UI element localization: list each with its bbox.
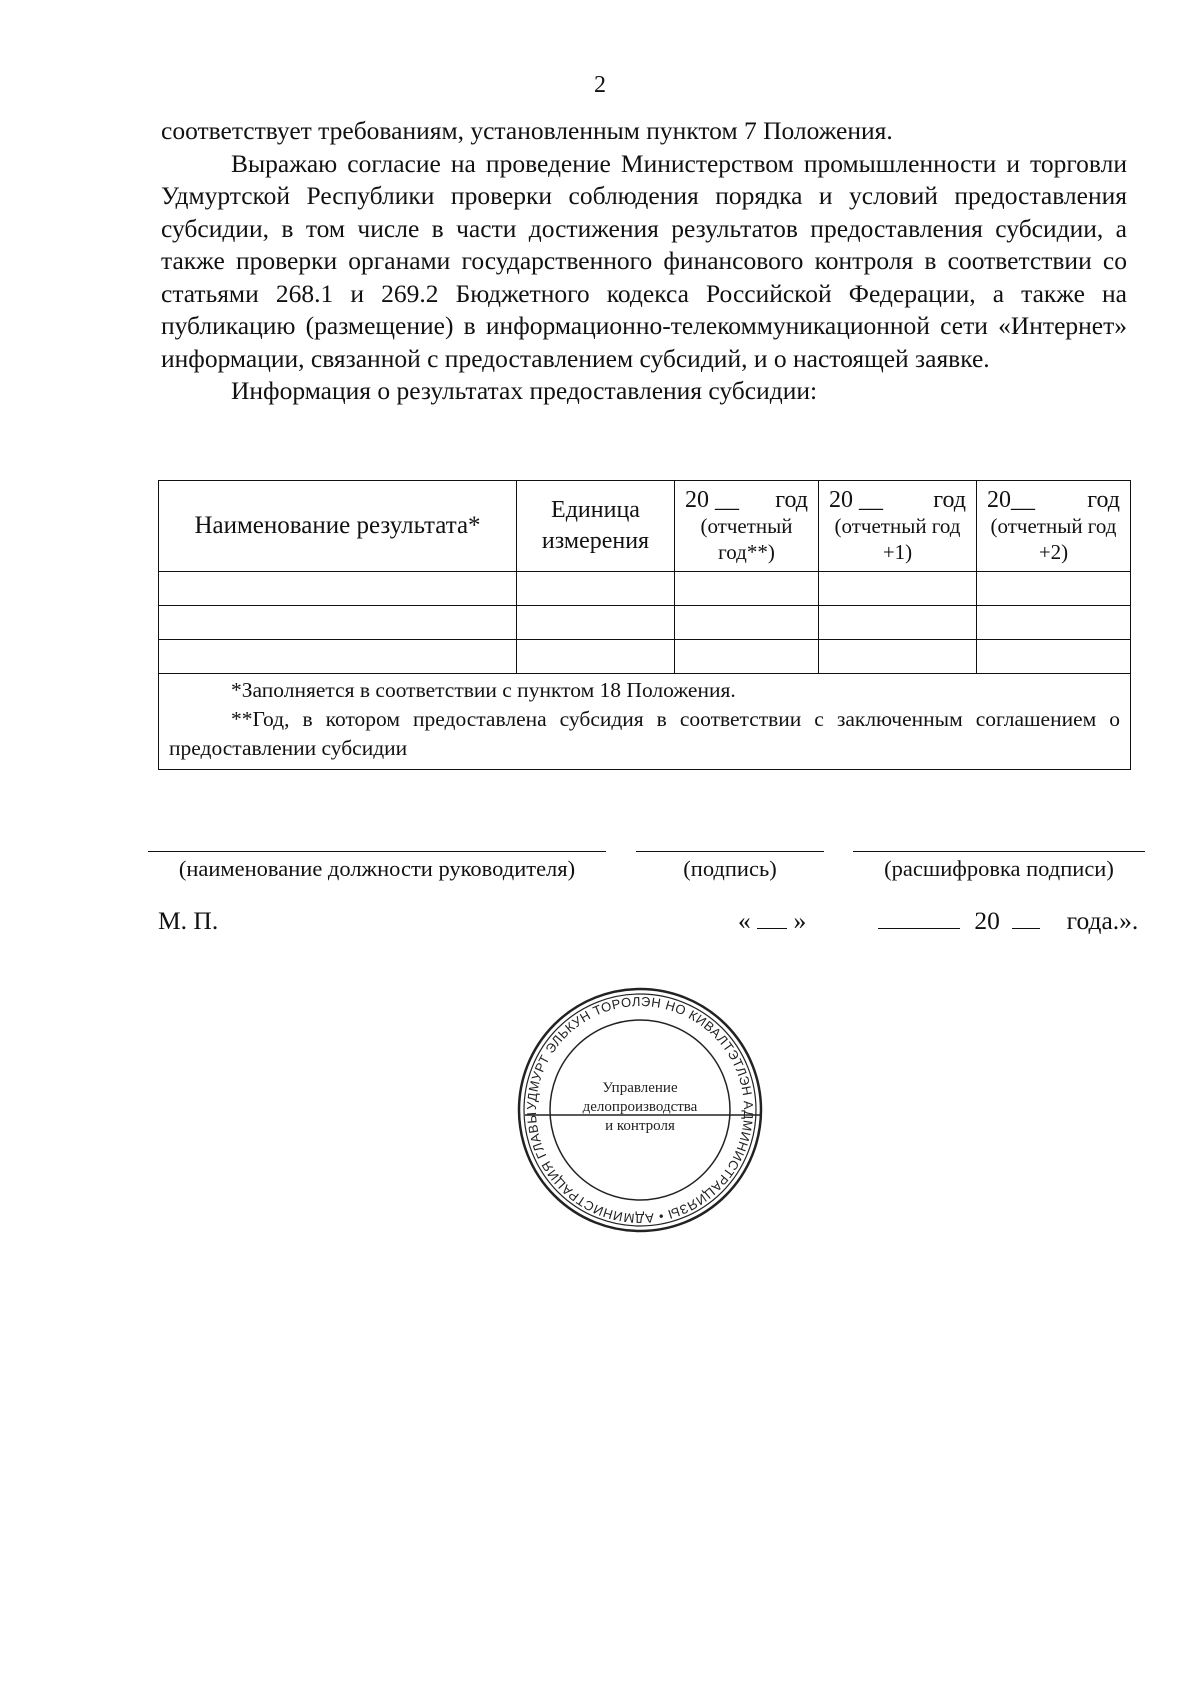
table-cell[interactable] bbox=[159, 640, 517, 674]
table-cell[interactable] bbox=[977, 606, 1131, 640]
paragraph-consent: Выражаю согласие на проведение Министерством промышленности и торговли Удмуртской Республики проверки соблюдения порядка и условий предоставления субсидии, в том числе в части достижения результатов предоставления субсидии, а также проверки органами государственного финансового контроля в соответствии со статьями 268.1 и 269.2 Бюджетного кодекса Российской Федерации, а также на публикацию (размещение) в информационно-телекоммуникационной сети «Интернет» информации, связанной с предоставлением субсидий, и о настоящей заявке. bbox=[161, 148, 1127, 373]
signature-label: (подпись) bbox=[683, 856, 777, 881]
table-cell[interactable] bbox=[675, 572, 819, 606]
note-result: *Заполняется в соответствии с пунктом 18 Положения. bbox=[231, 678, 736, 702]
date-day: « » bbox=[738, 906, 807, 935]
paragraph-results-info: Информация о результатах предоставления субсидии: bbox=[231, 376, 818, 405]
table-cell[interactable] bbox=[977, 640, 1131, 674]
table-header-row bbox=[159, 481, 1131, 572]
table-cell[interactable] bbox=[517, 606, 675, 640]
svg-text:и контроля: и контроля bbox=[605, 1118, 675, 1134]
date-year: 20 года.». bbox=[878, 906, 1138, 936]
table-row bbox=[159, 640, 1131, 674]
svg-text:УДМУРТ ЭЛЬКУН ТОРОЛЭН НО КИВАЛ: УДМУРТ ЭЛЬКУН ТОРОЛЭН НО КИВАЛТЭТЛЭН АДМИНИСТРАЦИЯЗЫ • АДМИНИСТРАЦИЯ ГЛАВЫ bbox=[523, 993, 757, 1227]
header-year-plus-1: 20 __ год (отчетный год +1) bbox=[819, 481, 977, 572]
decoding-line bbox=[853, 851, 1145, 852]
header-result-name: Наименование результата* bbox=[159, 481, 517, 572]
paragraph-continuation: соответствует требованиям, установленным пунктом 7 Положения. bbox=[161, 116, 893, 145]
table-cell[interactable] bbox=[159, 572, 517, 606]
header-year-plus-2: 20__ год (отчетный год +2) bbox=[977, 481, 1131, 572]
table-cell[interactable] bbox=[517, 572, 675, 606]
month-blank[interactable] bbox=[878, 907, 960, 929]
header-unit: Единица измерения bbox=[517, 481, 675, 572]
position-line bbox=[148, 851, 606, 852]
table-notes-row bbox=[159, 674, 1131, 770]
body-text bbox=[161, 115, 1127, 408]
table-notes bbox=[159, 674, 1131, 770]
seal-place-mark: М. П. bbox=[158, 906, 219, 935]
svg-text:Управление: Управление bbox=[602, 1080, 678, 1096]
position-label: (наименование должности руководителя) bbox=[178, 856, 576, 881]
signature-line bbox=[636, 851, 824, 852]
table-cell[interactable] bbox=[675, 640, 819, 674]
table-cell[interactable] bbox=[517, 640, 675, 674]
table-cell[interactable] bbox=[819, 606, 977, 640]
stamp-seal-icon bbox=[515, 985, 765, 1235]
year-blank[interactable] bbox=[1012, 907, 1040, 929]
page-number: 2 bbox=[594, 72, 606, 98]
note-year: **Год, в котором предоставлена субсидия в соответствии с заключенным соглашением о предоставлении субсидии bbox=[169, 707, 1120, 760]
svg-text:делопроизводства: делопроизводства bbox=[582, 1099, 698, 1115]
day-blank[interactable] bbox=[757, 907, 787, 929]
header-year-reporting: 20 __ год (отчетный год**) bbox=[675, 481, 819, 572]
results-table bbox=[158, 480, 1131, 770]
decoding-label: (расшифровка подписи) bbox=[884, 856, 1114, 881]
table-row bbox=[159, 572, 1131, 606]
table-cell[interactable] bbox=[159, 606, 517, 640]
table-cell[interactable] bbox=[675, 606, 819, 640]
official-stamp bbox=[515, 985, 765, 1235]
table-cell[interactable] bbox=[977, 572, 1131, 606]
table-cell[interactable] bbox=[819, 572, 977, 606]
table-cell[interactable] bbox=[819, 640, 977, 674]
table-row bbox=[159, 606, 1131, 640]
